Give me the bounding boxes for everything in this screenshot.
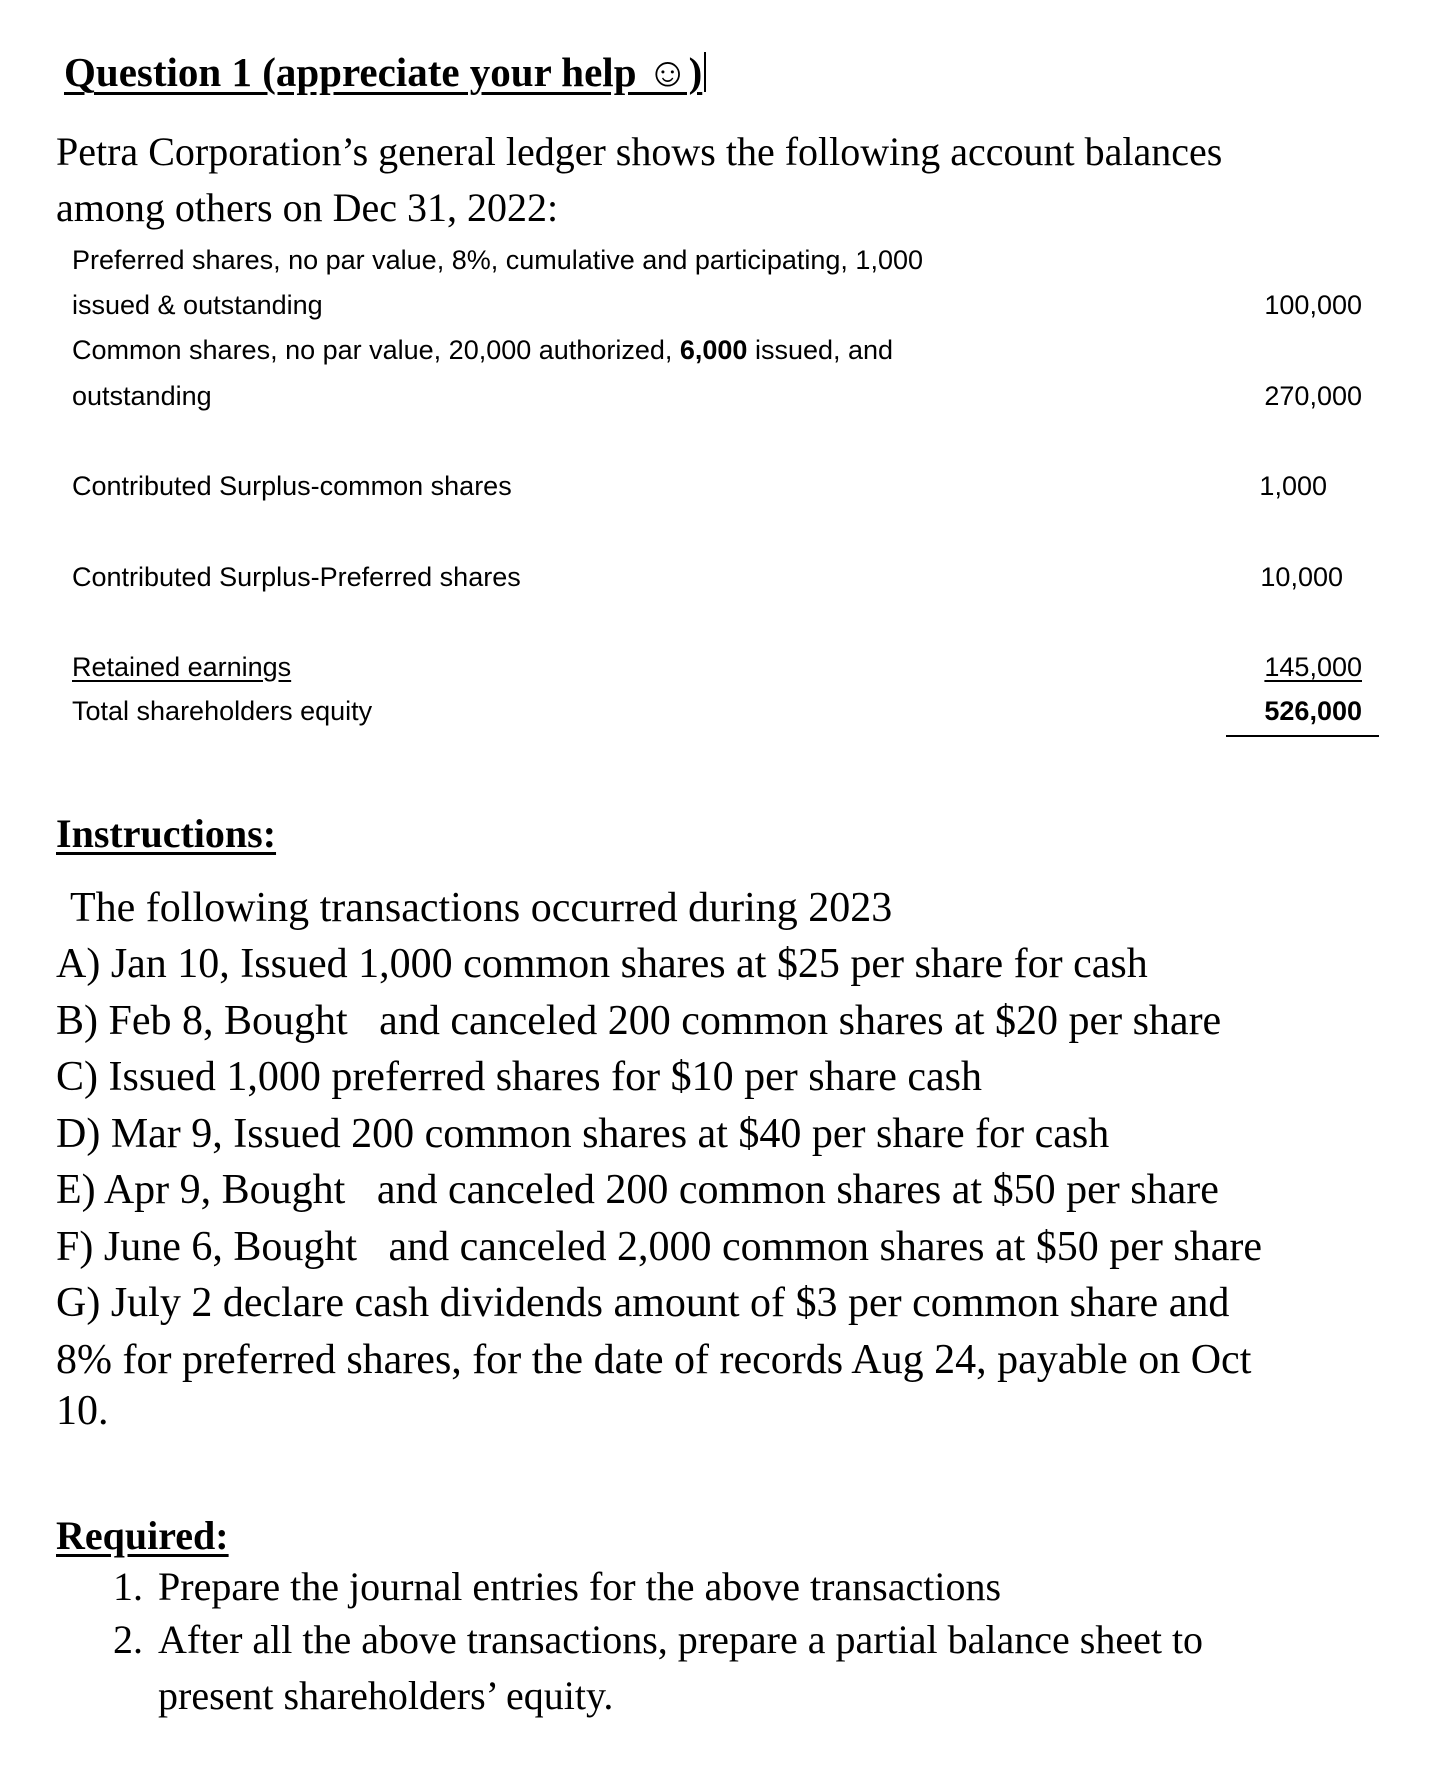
transaction-g-line-3: 10. (56, 1388, 109, 1434)
question-title (64, 48, 706, 96)
transaction-e: E) Apr 9, Bought and canceled 200 common shares at $50 per share (56, 1167, 1219, 1213)
transaction-g-line-1: G) July 2 declare cash dividends amount of $3 per common share and (56, 1280, 1230, 1326)
transaction-g-line-2: 8% for preferred shares, for the date of records Aug 24, payable on Oct (56, 1337, 1252, 1383)
required-1-text: Prepare the journal entries for the above transactions (158, 1564, 1002, 1609)
cs-pref-label: Contributed Surplus-Preferred shares (72, 562, 521, 592)
intro-line-1: Petra Corporation’s general ledger shows the following account balances (56, 129, 1223, 174)
required-2-text-line-1: After all the above transactions, prepare a partial balance sheet to (158, 1617, 1204, 1662)
common-label-text-end: issued, and (747, 335, 894, 365)
preferred-amount: 100,000 (1264, 290, 1362, 320)
total-underline (1226, 735, 1379, 737)
preferred-label-line-1: Preferred shares, no par value, 8%, cumulative and participating, 1,000 (72, 245, 923, 275)
common-label-line-2: outstanding (72, 381, 212, 411)
common-amount: 270,000 (1264, 381, 1362, 411)
instructions-heading: Instructions: (56, 811, 277, 856)
preferred-label-line-2: issued & outstanding (72, 290, 323, 320)
cs-common-amount: 1,000 (1259, 471, 1327, 501)
transaction-b: B) Feb 8, Bought and canceled 200 common shares at $20 per share (56, 998, 1222, 1044)
required-heading: Required: (56, 1513, 229, 1558)
transaction-intro: The following transactions occurred during 2023 (70, 885, 893, 931)
transaction-d: D) Mar 9, Issued 200 common shares at $40 per share for cash (56, 1111, 1110, 1157)
common-issued-count: 6,000 (679, 335, 748, 365)
question-title-text: Question 1 (appreciate your help ☺) (64, 49, 703, 95)
intro-line-2: among others on Dec 31, 2022: (56, 185, 559, 230)
retained-earnings-amount: 145,000 (1264, 652, 1362, 682)
required-1-number: 1. (113, 1564, 143, 1609)
cs-pref-amount: 10,000 (1260, 562, 1343, 592)
required-2-text-line-2: present shareholders’ equity. (158, 1673, 614, 1718)
total-equity-label: Total shareholders equity (72, 696, 373, 726)
required-2-number: 2. (113, 1617, 143, 1662)
cs-common-label: Contributed Surplus-common shares (72, 471, 512, 501)
total-equity-amount: 526,000 (1264, 696, 1362, 726)
transaction-a: A) Jan 10, Issued 1,000 common shares at $25 per share for cash (56, 941, 1148, 987)
text-cursor (704, 52, 706, 92)
transaction-c: C) Issued 1,000 preferred shares for $10 per share cash (56, 1054, 982, 1100)
transaction-f: F) June 6, Bought and canceled 2,000 common shares at $50 per share (56, 1224, 1263, 1270)
common-label-line-1 (72, 335, 893, 366)
retained-earnings-label: Retained earnings (72, 652, 292, 682)
common-label-text: Common shares, no par value, 20,000 authorized, (72, 335, 680, 365)
